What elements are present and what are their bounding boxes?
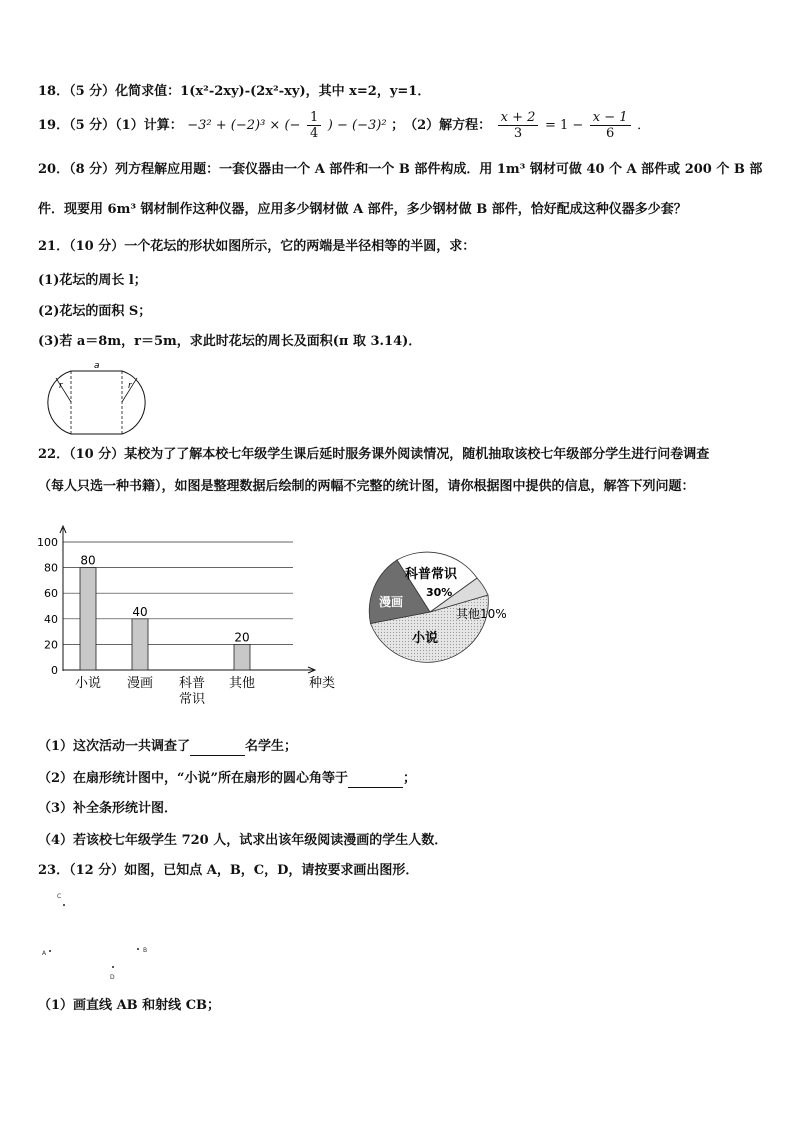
q22-sub2 <box>38 770 416 788</box>
x-tick-label: 小说 <box>74 676 102 691</box>
pie-label-xiaoshuo: 小说 <box>412 631 439 646</box>
q23-part1: （1）画直线 AB 和射线 CB； <box>38 998 221 1013</box>
q22-line2: （每人只选一种书籍），如图是整理数据后绘制的两幅不完整的统计图，请你根据图中提供的信息，解答下列问题： <box>38 479 695 494</box>
q22-sub2-text: （2）在扇形统计图中，“小说”所在扇形的圆心角等于 <box>38 771 349 786</box>
q22-sub1-text: （1）这次活动一共调查了 <box>38 739 191 754</box>
q19-expression-tail: ) − (−3)² <box>327 118 387 133</box>
point-c-label: C <box>57 893 62 900</box>
q20-line2: 件．现要用 6m³ 钢材制作这种仪器，应用多少钢材做 A 部件，多少钢材做 B 部件，恰好配成这种仪器多少套？ <box>38 202 687 217</box>
pie-label-kepu: 科普常识 <box>405 567 458 582</box>
q19-number: 19．（5 分）（1）计算： <box>38 118 183 133</box>
q22-sub4: （4）若该校七年级学生 720 人，试求出该年级阅读漫画的学生人数． <box>38 833 448 848</box>
x-tick-label: 其他 <box>228 676 256 691</box>
flower-bed-figure <box>34 358 194 438</box>
data-label: 40 <box>132 604 148 619</box>
q18-expression: 1(x²-2xy)-(2x²-xy) <box>180 84 306 99</box>
q21-part2: (2)花坛的面积 S； <box>38 304 152 319</box>
x-axis-label: 种类 <box>308 676 336 691</box>
x-tick-label: 科普 <box>178 676 206 691</box>
q22-sub2-tail: ； <box>403 771 417 786</box>
data-label: 80 <box>80 553 96 568</box>
q19-fraction-den: 4 <box>309 126 319 141</box>
q22-sub3: （3）补全条形统计图． <box>38 801 178 816</box>
q19-fraction <box>307 110 321 141</box>
pie-label-manhua: 漫画 <box>379 595 404 609</box>
y-tick-label: 40 <box>44 612 58 626</box>
q21-stem: 21．（10 分）一个花坛的形状如图所示，它的两端是半径相等的半圆，求： <box>38 239 476 254</box>
q21-part3: (3)若 a＝8m，r＝5m，求此时花坛的周长及面积(π 取 3.14)． <box>38 334 422 349</box>
q19-eq-left <box>498 110 539 141</box>
point-b-label: B <box>143 947 148 954</box>
q19-eq-right-den: 6 <box>606 126 615 141</box>
q19-eq-left-num: x + 2 <box>498 110 539 126</box>
q21-part1: (1)花坛的周长 l； <box>38 273 147 288</box>
bar <box>80 568 96 670</box>
point-c <box>63 904 65 906</box>
r-label-left: r <box>59 381 63 391</box>
q22-sub1 <box>38 738 297 756</box>
point-a-label: A <box>42 950 47 957</box>
q19-expression: −3² + (−2)³ × (− <box>187 118 301 133</box>
x-tick-label: 常识 <box>178 692 206 707</box>
y-tick-label: 60 <box>44 587 58 601</box>
y-tick-label: 0 <box>51 664 58 677</box>
pie-label-qita: 其他10% <box>456 607 507 621</box>
x-tick-label: 漫画 <box>126 676 154 691</box>
pie-label-kepu-pct: 30% <box>426 586 453 599</box>
point-d-label: D <box>110 974 115 981</box>
pie-chart <box>362 550 522 680</box>
q22-line1: 22．（10 分）某校为了了解本校七年级学生课后延时服务课外阅读情况，随机抽取该校七年级部分学生进行问卷调查 <box>38 447 710 462</box>
q23-stem: 23．（12 分）如图，已知点 A，B，C，D，请按要求画出图形． <box>38 863 419 878</box>
q19-eq-right-num: x − 1 <box>590 110 631 126</box>
data-label: 20 <box>234 630 250 645</box>
q22-sub1-blank[interactable] <box>190 742 245 756</box>
y-tick-label: 20 <box>44 638 58 652</box>
q19-eq-left-den: 3 <box>513 126 523 141</box>
q18-condition: ，其中 x=2，y=1． <box>305 84 431 99</box>
point-d <box>112 966 114 968</box>
point-a <box>49 950 51 952</box>
y-tick-label: 100 <box>37 536 58 549</box>
q18-line <box>38 83 430 101</box>
point-b <box>137 948 139 950</box>
q19-line <box>38 110 650 141</box>
bar <box>234 644 250 670</box>
r-label-right: r <box>128 381 132 391</box>
q19-eq-end: ． <box>637 118 651 133</box>
bar-chart <box>30 522 350 712</box>
q20-line1: 20．（8 分）列方程解应用题：一套仪器由一个 A 部件和一个 B 部件构成．用 1m³ 钢材可做 40 个 A 部件或 200 个 B 部 <box>38 162 763 177</box>
a-label: a <box>94 361 100 371</box>
q19-part2-label: ； （2）解方程： <box>391 118 492 133</box>
q22-sub1-tail: 名学生； <box>245 739 298 754</box>
bar <box>132 619 148 670</box>
q19-fraction-num: 1 <box>307 110 321 126</box>
q22-sub2-blank[interactable] <box>348 774 403 788</box>
q19-eq-mid: = 1 − <box>544 118 584 133</box>
q19-eq-right <box>590 110 631 141</box>
y-tick-label: 80 <box>44 561 58 575</box>
q18-number: 18．（5 分）化简求值： <box>38 84 181 99</box>
